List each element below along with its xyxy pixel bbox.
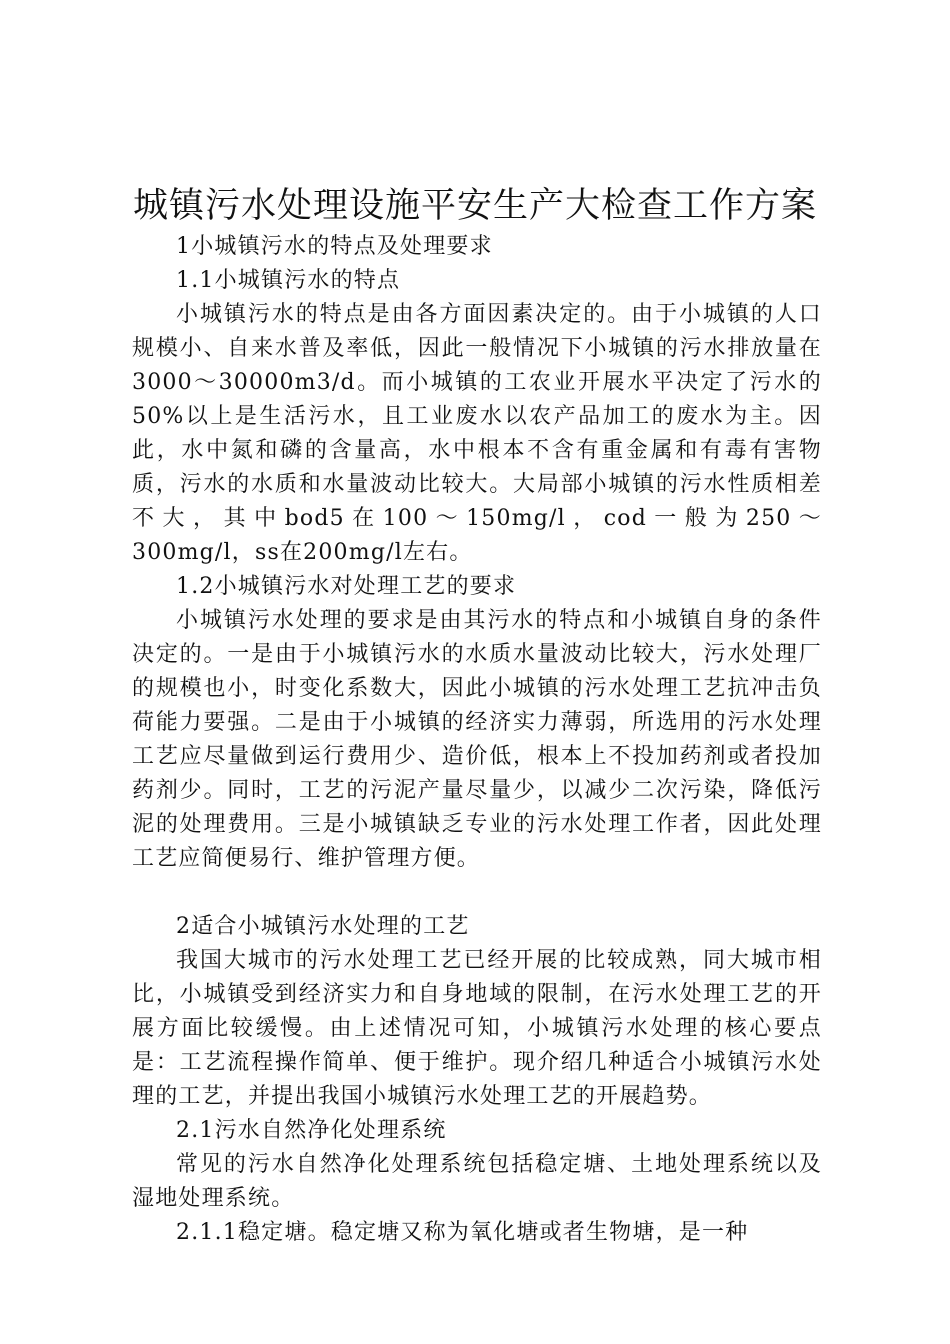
document-title: 城镇污水处理设施平安生产大检查工作方案 [132, 186, 817, 226]
section-heading: 2.1污水自然净化处理系统 [176, 1118, 447, 1143]
body-paragraph: 小城镇污水的特点是由各方面因素决定的。由于小城镇的人口规模小、自来水普及率低，因此一般情况下小城镇的污水排放量在3000～30000m3/d。而小城镇的工农业开展水平决定了污水的50%以上是生活污水，且工业废水以农产品加工的废水为主。因此，水中氮和磷的含量高，水中根本不含有重金属和有毒有害物质，污水的水质和水量波动比较大。大局部小城镇的污水性质相差不大，其中bod5在100～150mg/l，cod一般为250～300mg/l，ss在200mg/l左右。 [132, 302, 822, 565]
section-heading: 1.2小城镇污水对处理工艺的要求 [176, 574, 517, 599]
paragraph-spacer [132, 876, 822, 910]
body-paragraph: 小城镇污水处理的要求是由其污水的特点和小城镇自身的条件决定的。一是由于小城镇污水的水质水量波动比较大，污水处理厂的规模也小，时变化系数大，因此小城镇的污水处理工艺抗冲击负荷能力要强。二是由于小城镇的经济实力薄弱，所选用的污水处理工艺应尽量做到运行费用少、造价低，根本上不投加药剂或者投加药剂少。同时，工艺的污泥产量尽量少，以减少二次污染，降低污泥的处理费用。三是小城镇缺乏专业的污水处理工作者，因此处理工艺应简便易行、维护管理方便。 [132, 608, 822, 871]
body-paragraph: 2.1.1稳定塘。稳定塘又称为氧化塘或者生物塘，是一种 [176, 1220, 749, 1245]
section-heading: 1小城镇污水的特点及处理要求 [176, 234, 493, 259]
body-paragraph: 常见的污水自然净化处理系统包括稳定塘、土地处理系统以及湿地处理系统。 [132, 1152, 822, 1211]
section-heading: 2适合小城镇污水处理的工艺 [176, 914, 470, 939]
section-heading: 1.1小城镇污水的特点 [176, 268, 401, 293]
document-body [132, 230, 822, 1250]
body-paragraph: 我国大城市的污水处理工艺已经开展的比较成熟，同大城市相比，小城镇受到经济实力和自身地域的限制，在污水处理工艺的开展方面比较缓慢。由上述情况可知，小城镇污水处理的核心要点是：工艺流程操作简单、便于维护。现介绍几种适合小城镇污水处理的工艺，并提出我国小城镇污水处理工艺的开展趋势。 [132, 948, 822, 1109]
